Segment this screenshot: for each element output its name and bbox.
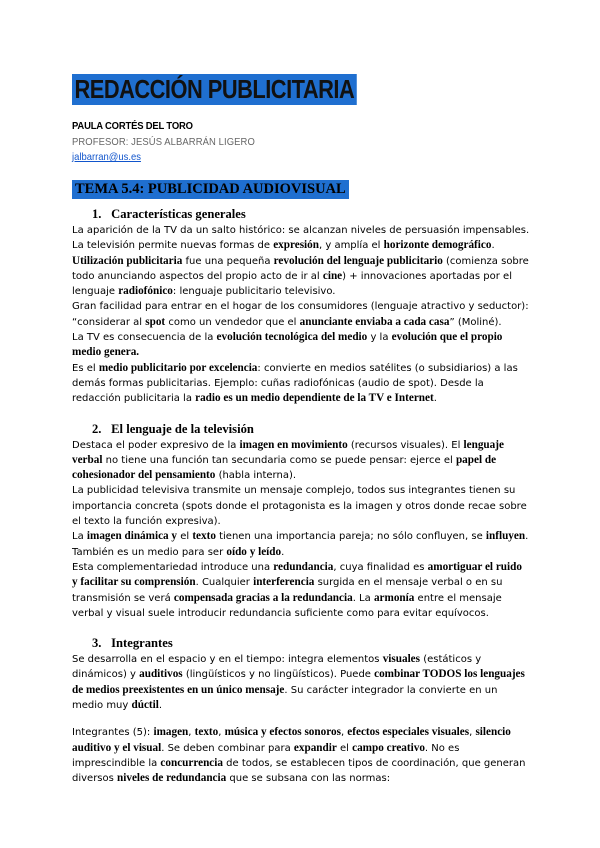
- bold-text: redundancia: [273, 560, 334, 573]
- paragraph: [72, 560, 530, 621]
- text-run: La televisión permite nuevas formas de: [72, 240, 274, 252]
- bold-text: amortiguar el ruido y facilitar su comprensión: [72, 560, 522, 589]
- bold-text: silencio auditivo y el visual: [72, 726, 511, 754]
- section-heading: [72, 421, 530, 438]
- section-heading: [72, 206, 530, 223]
- section-number: 3.: [92, 636, 102, 651]
- text-run: . Su carácter integrador la convierte en un medio muy: [72, 684, 498, 712]
- paragraph: [72, 529, 530, 560]
- text-run: Destaca el poder expresivo de la: [72, 439, 240, 451]
- bold-text: imagen dinámica y: [86, 530, 178, 543]
- bold-text: concurrencia: [160, 756, 223, 769]
- text-run: .: [158, 700, 163, 712]
- bold-text: música y efectos sonoros: [224, 726, 341, 739]
- text-run: : convierte en medios satélites (o subsidiarios) a las demás formas publicitarias. Ejemplo: cuñas radiofónicas (audio de spot). Desde la redacción publicitaria la: [72, 362, 518, 405]
- bold-text: radiofónico: [118, 285, 173, 298]
- document-title: REDACCIÓN PUBLICITARIA: [72, 74, 357, 105]
- text-run: (estáticos y dinámicos) y: [72, 654, 482, 681]
- professor-name: PROFESOR: JESÚS ALBARRÁN LIGERO: [72, 136, 255, 148]
- bold-text: papel de cohesionador del pensamiento: [72, 453, 497, 482]
- text-run: Se desarrolla en el espacio y en el tiempo: integra elementos: [72, 654, 383, 666]
- bold-text: evolución que el propio medio genera.: [72, 331, 503, 359]
- text-run: La TV es consecuencia de la: [72, 332, 217, 344]
- text-run: . Cualquier: [195, 577, 254, 589]
- text-run: no tiene una función tan secundaria como se puede pensar: ejerce el: [102, 454, 456, 466]
- bold-text: texto: [192, 530, 216, 543]
- bold-text: cine: [322, 269, 343, 282]
- text-run: que se subsana con las normas:: [226, 773, 391, 785]
- text-run: Gran facilidad para entrar en el hogar de los consumidores (lenguaje atractivo y seductor): “considerar al: [72, 301, 529, 328]
- text-run: . También es un medio para ser: [72, 531, 529, 558]
- paragraph: [72, 238, 530, 253]
- bold-text: combinar TODOS los lenguajes de medios preexistentes en un único mensaje: [72, 668, 525, 696]
- text-run: (habla interna).: [215, 470, 297, 482]
- text-run: entre el mensaje verbal y visual suele introducir redundancia suficiente como para evitar equívocos.: [72, 592, 502, 619]
- text-run: . No es imprescindible la: [72, 742, 460, 769]
- bold-text: efectos especiales visuales: [347, 726, 470, 739]
- bold-text: spot: [145, 315, 166, 328]
- bold-text: interferencia: [253, 576, 315, 589]
- section-heading-text: Características generales: [111, 207, 246, 221]
- text-run: .: [491, 240, 495, 252]
- bold-text: compensada gracias a la redundancia: [173, 591, 353, 604]
- bold-text: lenguaje verbal: [72, 438, 504, 466]
- section-heading-text: El lenguaje de la televisión: [111, 421, 254, 436]
- text-run: La: [72, 531, 87, 543]
- paragraph: [72, 361, 530, 407]
- bold-text: expresión: [273, 239, 319, 252]
- bold-text: auditivos: [139, 668, 183, 681]
- bold-text: imagen: [153, 726, 189, 739]
- bold-text: armonía: [373, 591, 415, 604]
- paragraph: [72, 223, 530, 238]
- section-number: 1.: [92, 207, 102, 221]
- text-run: como un vendedor que el: [165, 316, 300, 328]
- text-run: ) + innovaciones aportadas por el lenguaje: [72, 270, 512, 298]
- document-body: [72, 206, 530, 787]
- text-run: surgida en el mensaje verbal o en su transmisión se verá: [72, 577, 503, 604]
- paragraph: [72, 254, 530, 300]
- text-run: . Se deben combinar para: [161, 742, 294, 754]
- bold-text: imagen en movimiento: [239, 438, 348, 451]
- section-title: TEMA 5.4: PUBLICIDAD AUDIOVISUAL: [72, 180, 349, 199]
- bold-text: medio publicitario por excelencia: [98, 361, 258, 374]
- text-run: y la: [367, 332, 392, 344]
- text-run: ,: [188, 727, 195, 739]
- text-run: , cuya finalidad es: [333, 561, 428, 573]
- bold-text: radio es un medio dependiente de la TV e Internet: [195, 392, 434, 405]
- bold-text: evolución tecnológica del medio: [216, 331, 368, 344]
- section-number: 2.: [92, 421, 102, 436]
- bold-text: niveles de redundancia: [117, 772, 227, 785]
- paragraph: [72, 299, 530, 330]
- bold-text: expandir: [293, 741, 337, 754]
- bold-text: influyen: [485, 530, 526, 543]
- text-run: La aparición de la TV da un salto histórico: se alcanzan niveles de persuasión impensables.: [72, 225, 530, 236]
- section-heading: [72, 635, 530, 652]
- text-run: fue una pequeña: [182, 255, 274, 267]
- text-run: .: [433, 393, 437, 405]
- text-run: Esta complementariedad introduce una: [72, 561, 274, 573]
- paragraph: [72, 330, 530, 361]
- bold-text: Utilización publicitaria: [72, 254, 183, 267]
- text-run: tienen una importancia pareja; no sólo confluyen, se: [215, 531, 486, 543]
- paragraph: [72, 438, 530, 484]
- text-run: ,: [218, 727, 225, 739]
- text-run: : lenguaje publicitario televisivo.: [172, 286, 336, 298]
- paragraph: [72, 652, 530, 713]
- email-link[interactable]: jalbarran@us.es: [72, 151, 141, 163]
- text-run: ” (Moliné).: [449, 316, 502, 328]
- text-run: .: [281, 546, 285, 558]
- text-run: , y amplía el: [318, 240, 384, 252]
- text-run: ,: [469, 727, 476, 739]
- bold-text: texto: [194, 726, 219, 739]
- text-run: (comienza sobre todo anunciando aspectos del propio acto de ir al: [72, 255, 529, 282]
- text-run: . La: [352, 592, 374, 604]
- paragraph: [72, 725, 530, 786]
- bold-text: horizonte demográfico: [383, 239, 492, 252]
- text-run: (recursos visuales). El: [347, 439, 464, 451]
- bold-text: oído y leído: [226, 545, 282, 558]
- author-name: PAULA CORTÉS DEL TORO: [72, 120, 193, 132]
- text-run: el: [177, 531, 193, 543]
- bold-text: visuales: [382, 653, 421, 666]
- bold-text: dúctil: [131, 699, 159, 712]
- paragraph: [72, 483, 530, 529]
- text-run: Integrantes (5):: [72, 727, 154, 739]
- text-run: (lingüísticos y no lingüísticos). Puede: [182, 669, 375, 681]
- text-run: ,: [340, 727, 348, 739]
- bold-text: revolución del lenguaje publicitario: [273, 254, 443, 267]
- text-run: el: [336, 742, 353, 754]
- bold-text: anunciante enviaba a cada casa: [299, 315, 450, 328]
- bold-text: campo creativo: [352, 741, 425, 754]
- text-run: de todos, se establecen tipos de coordinación, que generan diversos: [72, 757, 526, 785]
- text-run: La publicidad televisiva transmite un mensaje complejo, todos sus integrantes tienen su importancia concreta (spots donde el protagonista es la imagen y otros donde recae sobre el texto la función expresiva).: [72, 485, 527, 528]
- section-heading-text: Integrantes: [111, 636, 173, 651]
- text-run: Es el: [72, 362, 99, 374]
